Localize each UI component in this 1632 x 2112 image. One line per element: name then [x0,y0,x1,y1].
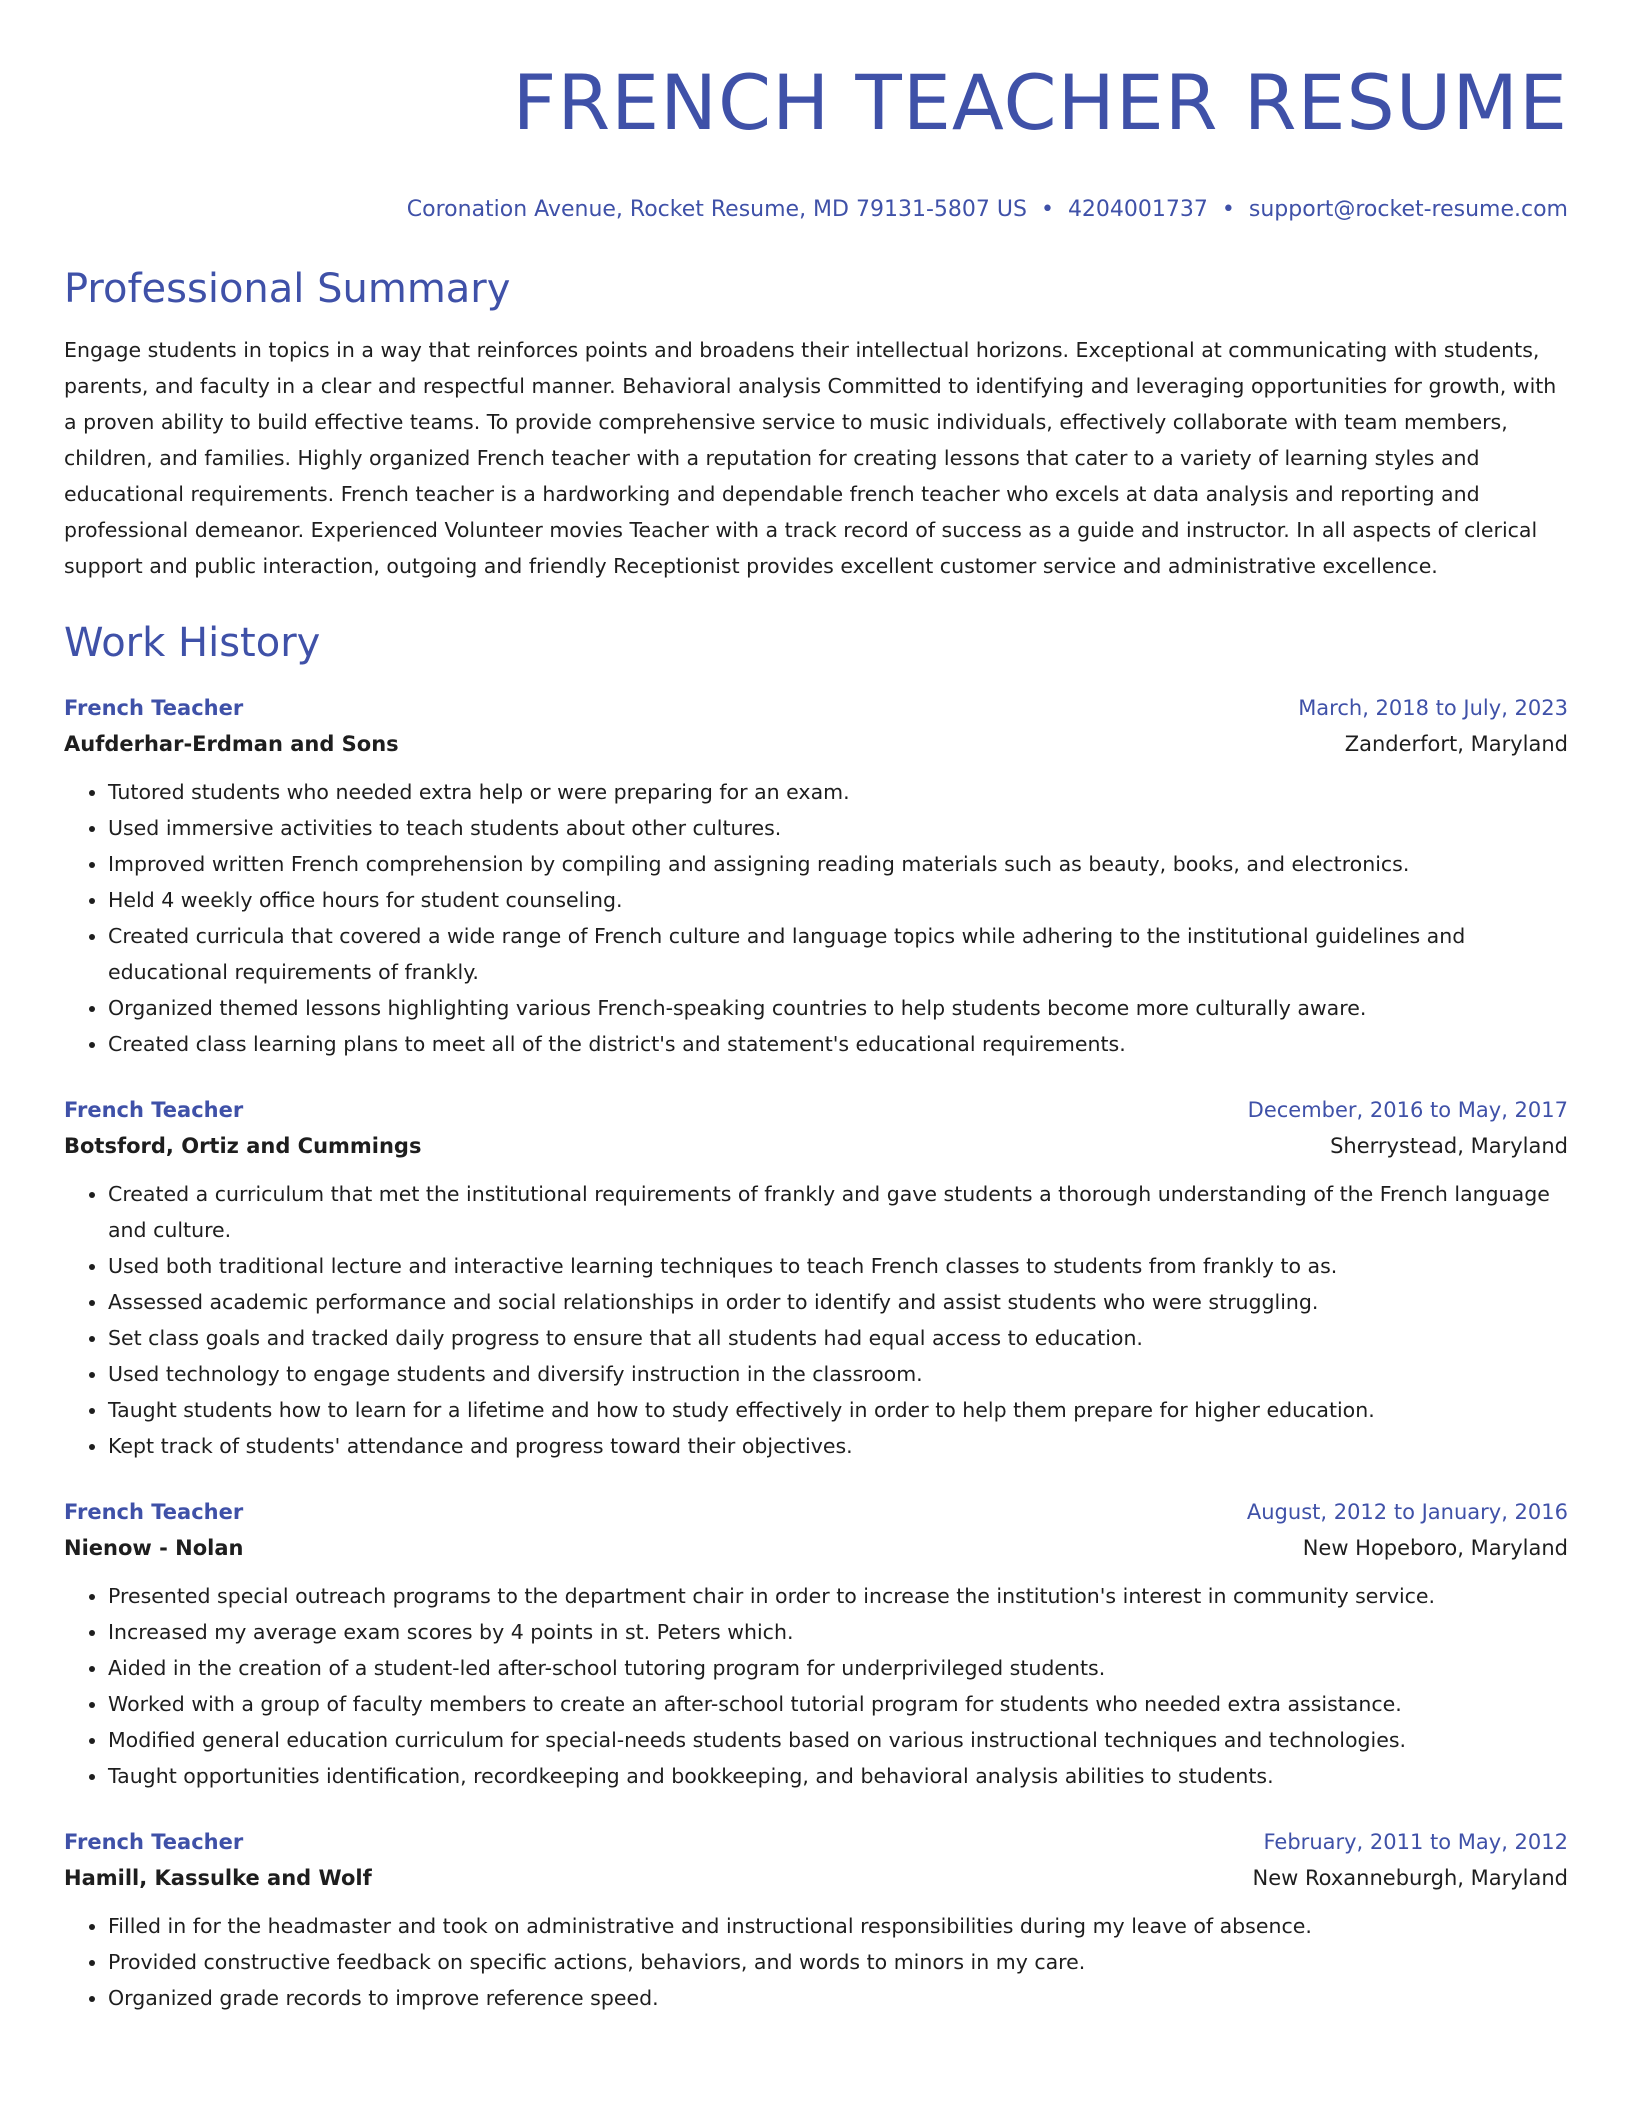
job-bullet: • Filled in for the headmaster and took on administrative and instructional responsibilities during my leave of absence. [108,1908,1568,1944]
job-location: New Roxanneburgh, Maryland [1252,1866,1568,1890]
contact-separator: • [1040,197,1054,222]
work-history-heading: Work History [64,620,321,666]
job-entry [64,690,1568,1062]
job-bullet: • Provided constructive feedback on specific actions, behaviors, and words to minors in my care. [108,1944,1568,1980]
job-company: Aufderhar-Erdman and Sons [64,732,399,756]
job-company-row [64,726,1568,762]
job-header-row [64,690,1568,726]
contact-phone: 4204001737 [1067,197,1208,222]
job-dates: December, 2016 to May, 2017 [1247,1098,1568,1122]
job-dates: August, 2012 to January, 2016 [1246,1500,1568,1524]
job-title: French Teacher [64,1500,244,1524]
job-bullet: • Used immersive activities to teach students about other cultures. [108,810,1568,846]
job-entry [64,1092,1568,1464]
job-entry [64,1824,1568,2016]
job-bullet: • Kept track of students' attendance and progress toward their objectives. [108,1428,1568,1464]
resume-title: FRENCH TEACHER RESUME [512,58,1568,147]
job-bullet: • Set class goals and tracked daily progress to ensure that all students had equal access to education. [108,1320,1568,1356]
job-bullet: • Taught students how to learn for a lifetime and how to study effectively in order to help them prepare for higher education. [108,1392,1568,1428]
contact-address: Coronation Avenue, Rocket Resume, MD 79131-5807 US [406,197,1027,222]
job-bullet: • Created a curriculum that met the institutional requirements of frankly and gave students a thorough understanding of the French language and culture. [108,1176,1568,1248]
contact-separator: • [1221,197,1235,222]
job-company-row [64,1530,1568,1566]
job-entry [64,1494,1568,1794]
job-bullet: • Presented special outreach programs to the department chair in order to increase the institution's interest in community service. [108,1578,1568,1614]
job-bullet: • Improved written French comprehension by compiling and assigning reading materials such as beauty, books, and electronics. [108,846,1568,882]
job-location: New Hopeboro, Maryland [1302,1536,1568,1560]
job-bullet: • Worked with a group of faculty members to create an after-school tutorial program for students who needed extra assistance. [108,1686,1568,1722]
job-bullet: • Aided in the creation of a student-led after-school tutoring program for underprivileged students. [108,1650,1568,1686]
job-bullet: • Organized themed lessons highlighting various French-speaking countries to help students become more culturally aware. [108,990,1568,1026]
contact-line [64,196,1568,224]
job-bullet: • Used technology to engage students and diversify instruction in the classroom. [108,1356,1568,1392]
job-dates: March, 2018 to July, 2023 [1298,696,1568,720]
job-bullet: • Increased my average exam scores by 4 points in st. Peters which. [108,1614,1568,1650]
job-bullet: • Modified general education curriculum for special-needs students based on various instructional techniques and technologies. [108,1722,1568,1758]
summary-heading: Professional Summary [64,266,511,312]
job-bullet: • Held 4 weekly office hours for student counseling. [108,882,1568,918]
resume-page [64,0,1568,2016]
job-company-row [64,1128,1568,1164]
work-history-list [64,690,1568,2016]
job-bullet: • Created class learning plans to meet all of the district's and statement's educational requirements. [108,1026,1568,1062]
job-bullet: • Used both traditional lecture and interactive learning techniques to teach French classes to students from frankly to as. [108,1248,1568,1284]
summary-text: Engage students in topics in a way that reinforces points and broadens their intellectual horizons. Exceptional at communicating with students, parents, and faculty in a clear and respectful manner. Behavioral analysis Committed to identifying and leveraging opportunities for growth, with a proven ability to build effective teams. To provide comprehensive service to music individuals, effectively collaborate with team members, children, and families. Highly organized French teacher with a reputation for creating lessons that cater to a variety of learning styles and educational requirements. French teacher is a hardworking and dependable french teacher who excels at data analysis and reporting and professional demeanor. Experienced Volunteer movies Teacher with a track record of success as a guide and instructor. In all aspects of clerical support and public interaction, outgoing and friendly Receptionist provides excellent customer service and administrative excellence. [64,338,1557,578]
job-company: Hamill, Kassulke and Wolf [64,1866,372,1890]
job-bullets [64,1908,1568,2016]
job-bullet: • Organized grade records to improve reference speed. [108,1980,1568,2016]
job-title: French Teacher [64,696,244,720]
job-company: Botsford, Ortiz and Cummings [64,1134,422,1158]
job-bullets [64,774,1568,1062]
contact-email: support@rocket-resume.com [1248,197,1568,222]
job-header-row [64,1824,1568,1860]
job-bullet: • Taught opportunities identification, recordkeeping and bookkeeping, and behavioral analysis abilities to students. [108,1758,1568,1794]
job-bullets [64,1578,1568,1794]
job-bullet: • Created curricula that covered a wide range of French culture and language topics while adhering to the institutional guidelines and educational requirements of frankly. [108,918,1568,990]
job-company-row [64,1860,1568,1896]
job-bullet: • Tutored students who needed extra help or were preparing for an exam. [108,774,1568,810]
job-dates: February, 2011 to May, 2012 [1263,1830,1568,1854]
job-bullets [64,1176,1568,1464]
job-location: Zanderfort, Maryland [1344,732,1568,756]
job-title: French Teacher [64,1098,244,1122]
job-header-row [64,1494,1568,1530]
job-company: Nienow - Nolan [64,1536,244,1560]
job-title: French Teacher [64,1830,244,1854]
job-location: Sherrystead, Maryland [1330,1134,1568,1158]
job-header-row [64,1092,1568,1128]
job-bullet: • Assessed academic performance and social relationships in order to identify and assist students who were struggling. [108,1284,1568,1320]
